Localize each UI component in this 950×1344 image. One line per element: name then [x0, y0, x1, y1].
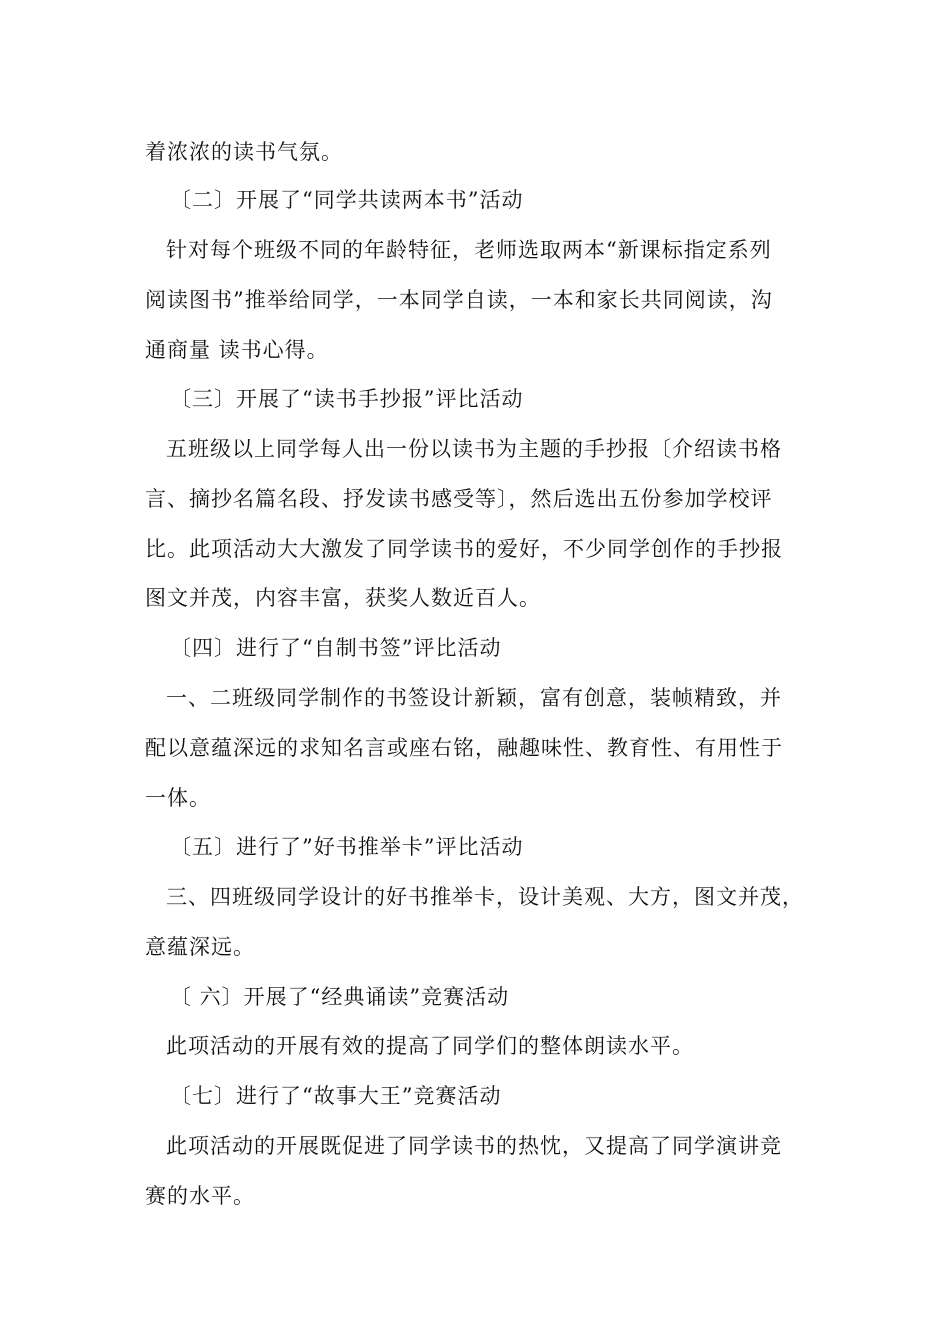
section-heading: 〔七〕进行了“故事大王”竞赛活动 [170, 1084, 502, 1108]
section-heading: 〔二〕开展了“同学共读两本书”活动 [170, 188, 524, 212]
body-text-line: 阅读图书”推举给同学，一本同学自读，一本和家长共同阅读，沟 [145, 288, 773, 312]
section-heading: 〔五〕进行了”好书推举卡”评比活动 [170, 835, 524, 859]
body-text-line: 意蕴深远。 [145, 935, 255, 959]
body-text-line: 三、四班级同学设计的好书推举卡，设计美观、大方，图文并茂， [166, 885, 804, 909]
body-text-line: 通商量 读书心得。 [145, 338, 329, 362]
section-heading: 〔四〕进行了“自制书签”评比活动 [170, 636, 502, 660]
body-text-line: 此项活动的开展有效的提高了同学们的整体朗读水平。 [166, 1034, 694, 1058]
body-text-line: 一、二班级同学制作的书签设计新颖，富有创意，装帧精致，并 [166, 686, 782, 710]
body-text-line: 图文并茂，内容丰富，获奖人数近百人。 [145, 586, 541, 610]
body-text-line: 一体。 [145, 786, 211, 810]
body-text-line: 赛的水平。 [145, 1184, 255, 1208]
body-text-line: 此项活动的开展既促进了同学读书的热忱，又提高了同学演讲竞 [166, 1134, 782, 1158]
section-heading: 〔三〕开展了“读书手抄报”评比活动 [170, 387, 524, 411]
body-text-line: 五班级以上同学每人出一份以读书为主题的手抄报〔介绍读书格 [166, 437, 782, 461]
body-text-line: 着浓浓的读书气氛。 [145, 140, 343, 164]
body-text-line: 言、摘抄名篇名段、抒发读书感受等〕，然后选出五份参加学校评 [145, 487, 773, 511]
body-text-line: 针对每个班级不同的年龄特征，老师选取两本“新课标指定系列 [166, 238, 772, 262]
body-text-line: 配以意蕴深远的求知名言或座右铭，融趣味性、教育性、有用性于 [145, 736, 783, 760]
section-heading: 〔 六〕开展了“经典诵读”竞赛活动 [170, 985, 510, 1009]
body-text-line: 比。此项活动大大激发了同学读书的爱好，不少同学创作的手抄报 [145, 537, 783, 561]
